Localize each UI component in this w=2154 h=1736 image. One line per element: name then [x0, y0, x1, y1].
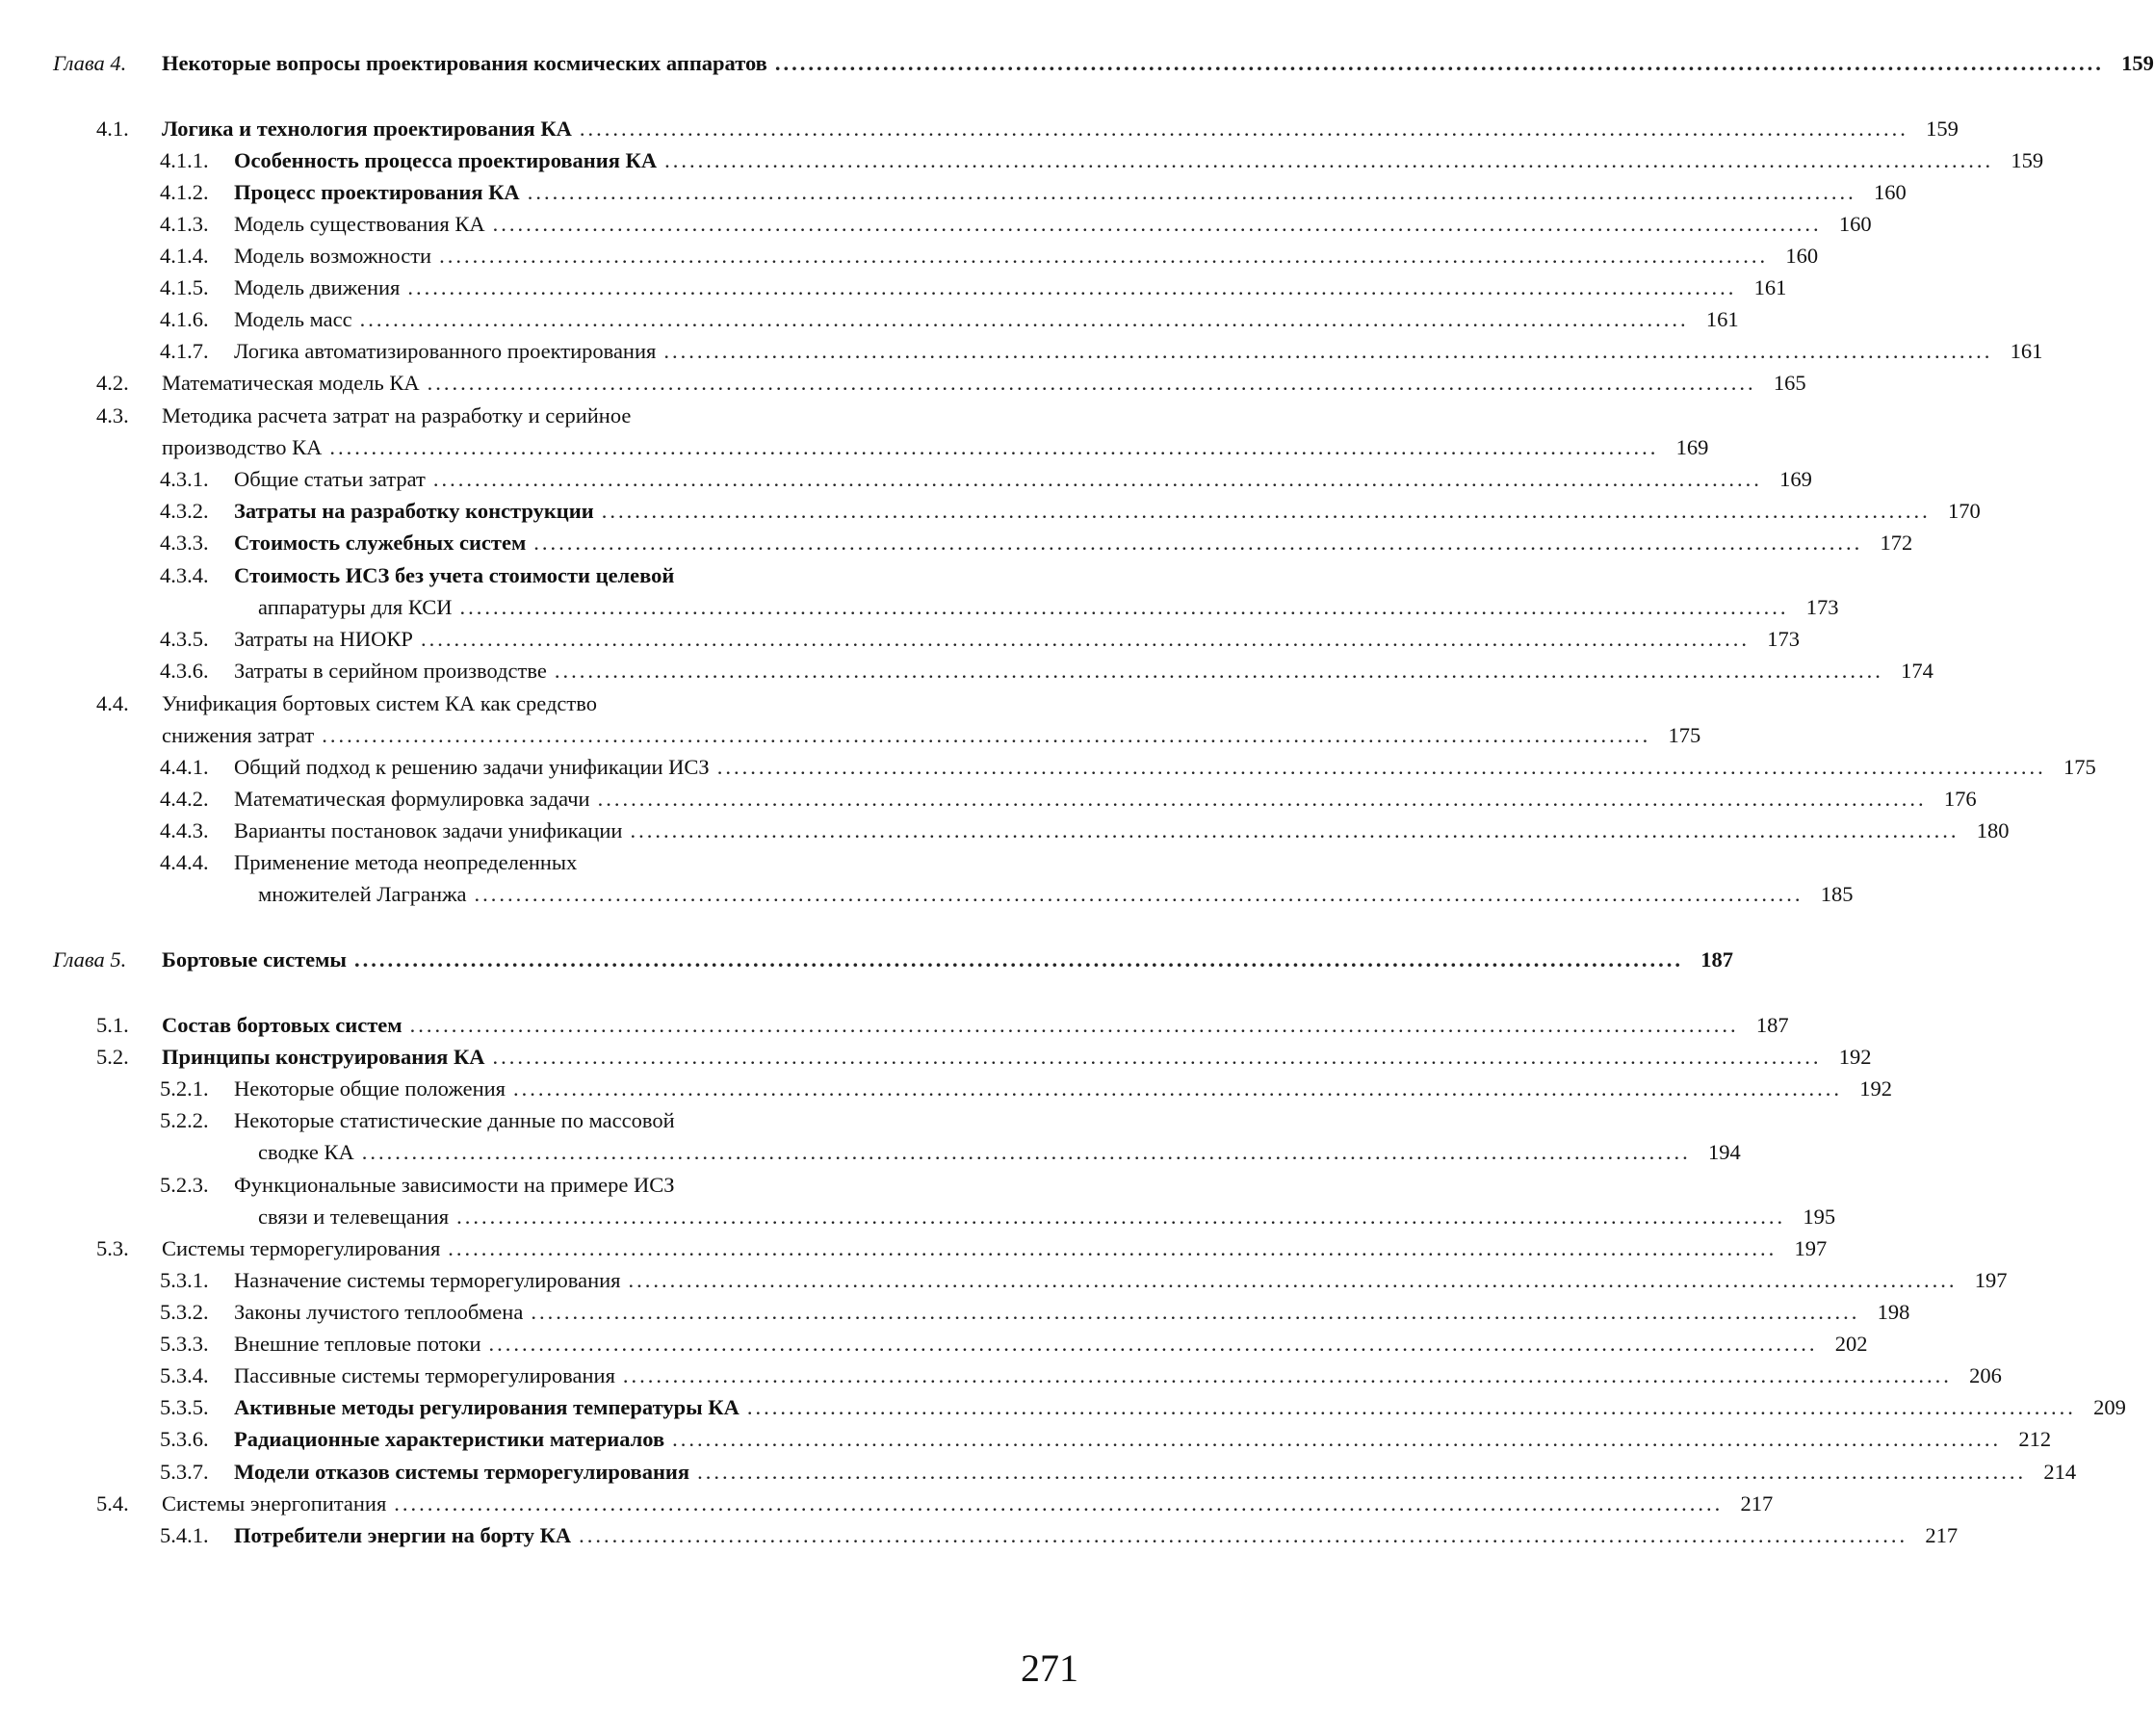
toc-leader-dots: ................................................................................................................................................................	[439, 244, 1769, 268]
toc-entry-page: 176	[1943, 787, 1977, 811]
toc-entry-title: Особенность процесса проектирования КА	[234, 148, 658, 172]
toc-entry-number: 4.1.7.	[160, 339, 209, 363]
toc-entry-page: 159	[1926, 117, 1959, 141]
toc-entry-page: 187	[1755, 1013, 1789, 1037]
toc-entry-row	[0, 656, 1933, 687]
toc-entry-title: Математическая модель КА	[162, 371, 420, 395]
toc-entry-title: Логика и технология проектирования КА	[162, 117, 572, 141]
toc-entry-page: 161	[1753, 275, 1787, 299]
toc-entry-title: Назначение системы терморегулирования	[234, 1268, 621, 1292]
toc-entry-page: 170	[1947, 499, 1981, 523]
toc-entry-row	[0, 209, 1872, 240]
toc-entry-row	[0, 688, 1155, 719]
toc-entry-number: 4.2.	[96, 371, 129, 395]
toc-entry-page: 172	[1880, 531, 1913, 555]
toc-leader-dots: ................................................................................................................................................................	[492, 1045, 1822, 1069]
toc-entry-page: 197	[1794, 1236, 1828, 1260]
toc-entry-number: 5.3.3.	[160, 1332, 209, 1356]
toc-entry-number: 4.1.1.	[160, 148, 209, 172]
toc-leader-dots: ................................................................................................................................................................	[432, 467, 1762, 491]
toc-entry-page: 175	[1668, 723, 1701, 747]
toc-entry-page: 160	[1785, 244, 1819, 268]
toc-entry-number: 4.1.5.	[160, 275, 209, 299]
toc-entry-row	[0, 560, 1155, 591]
toc-entry-number: 5.2.1.	[160, 1076, 209, 1101]
toc-entry-number: 4.1.4.	[160, 244, 209, 268]
toc-entry-page: 214	[2043, 1460, 2077, 1484]
toc-entry-number: 5.3.	[96, 1236, 129, 1260]
toc-entry-number: 5.3.4.	[160, 1363, 209, 1387]
toc-entry-row	[0, 1297, 1910, 1328]
toc-entry-page: 192	[1838, 1045, 1872, 1069]
toc-leader-dots: ................................................................................................................................................................	[746, 1395, 2076, 1419]
toc-leader-dots: ................................................................................................................................................................	[407, 275, 1737, 299]
toc-entry-row	[0, 1360, 2002, 1391]
toc-entry-page: 194	[1708, 1140, 1741, 1164]
toc-entry-row	[0, 1105, 1155, 1136]
toc-entry-title: связи и телевещания	[258, 1205, 450, 1229]
toc-entry-page: 187	[1700, 947, 1733, 972]
toc-entry-row	[0, 272, 1787, 303]
toc-entry-page: 159	[2121, 51, 2154, 75]
toc-leader-dots: ................................................................................................................................................................	[448, 1236, 1778, 1260]
toc-entry-page: 160	[1838, 212, 1872, 236]
toc-entry-number: 4.3.4.	[160, 563, 209, 587]
toc-entry-number: 4.4.4.	[160, 850, 209, 874]
toc-entry-page: 217	[1925, 1523, 1959, 1547]
toc-entry-page: 169	[1779, 467, 1812, 491]
toc-entry-row	[0, 1489, 1774, 1519]
toc-leader-dots: ................................................................................................................................................................	[513, 1076, 1842, 1101]
toc-entry-title: Стоимость служебных систем	[234, 531, 527, 555]
toc-entry-number: 4.3.2.	[160, 499, 209, 523]
toc-entry-title: производство КА	[162, 435, 323, 459]
toc-leader-dots: ................................................................................................................................................................	[579, 1523, 1908, 1547]
toc-entry-title: Активные методы регулирования температуры КА	[234, 1395, 740, 1419]
toc-chapter-row	[0, 48, 2154, 79]
toc-entry-number: 5.4.	[96, 1491, 129, 1516]
toc-entry-page: 159	[2011, 148, 2044, 172]
toc-leader-dots: ................................................................................................................................................................	[601, 499, 1931, 523]
toc-leader-dots: ................................................................................................................................................................	[697, 1460, 2027, 1484]
toc-entry-number: 4.1.3.	[160, 212, 209, 236]
toc-entry-row	[0, 401, 1155, 431]
toc-entry-title: Унификация бортовых систем КА как средство	[162, 691, 597, 715]
toc-entry-title: Законы лучистого теплообмена	[234, 1300, 524, 1324]
toc-leader-dots: ................................................................................................................................................................	[663, 339, 1993, 363]
toc-entry-row	[0, 1202, 1836, 1232]
toc-entry-title: аппаратуры для КСИ	[258, 595, 453, 619]
toc-entry-number: 5.3.2.	[160, 1300, 209, 1324]
toc-entry-title: Применение метода неопределенных	[234, 850, 578, 874]
toc-entry-number: 5.3.7.	[160, 1460, 209, 1484]
toc-entry-page: 175	[2063, 755, 2096, 779]
toc-leader-dots: ................................................................................................................................................................	[533, 531, 1863, 555]
toc-entry-page: 192	[1859, 1076, 1892, 1101]
toc-leader-dots: ................................................................................................................................................................	[527, 180, 1856, 204]
toc-entry-title: Внешние тепловые потоки	[234, 1332, 481, 1356]
toc-entry-row	[0, 177, 1907, 208]
toc-leader-dots: ................................................................................................................................................................	[359, 307, 1689, 331]
toc-entry-page: 174	[1901, 659, 1933, 683]
toc-entry-title: Модель движения	[234, 275, 401, 299]
toc-entry-page: 209	[2093, 1395, 2126, 1419]
toc-leader-dots: ................................................................................................................................................................	[622, 1363, 1952, 1387]
toc-entry-number: 4.4.2.	[160, 787, 209, 811]
toc-leader-dots: ................................................................................................................................................................	[672, 1427, 2002, 1451]
toc-entry-title: Пассивные системы терморегулирования	[234, 1363, 615, 1387]
toc-entry-row	[0, 624, 1800, 655]
toc-entry-row	[0, 1424, 2052, 1455]
toc-leader-dots: ................................................................................................................................................................	[459, 595, 1789, 619]
toc-entry-title: Некоторые вопросы проектирования космических аппаратов	[162, 51, 767, 75]
toc-leader-dots: ................................................................................................................................................................	[474, 882, 1804, 906]
toc-entry-page: 185	[1820, 882, 1854, 906]
toc-entry-page: 169	[1675, 435, 1709, 459]
toc-leader-dots: ................................................................................................................................................................	[716, 755, 2046, 779]
toc-entry-number: 4.1.6.	[160, 307, 209, 331]
toc-entry-row	[0, 1074, 1892, 1104]
toc-entry-number: 4.3.1.	[160, 467, 209, 491]
toc-leader-dots: ................................................................................................................................................................	[597, 787, 1927, 811]
toc-leader-dots: ................................................................................................................................................................	[394, 1491, 1724, 1516]
toc-leader-dots: ................................................................................................................................................................	[322, 723, 1651, 747]
toc-entry-title: Варианты постановок задачи унификации	[234, 818, 623, 842]
toc-leader-dots: ................................................................................................................................................................	[664, 148, 1994, 172]
toc-entry-row	[0, 1170, 1155, 1201]
toc-leader-dots: ................................................................................................................................................................	[427, 371, 1756, 395]
toc-entry-title: Логика автоматизированного проектирования	[234, 339, 657, 363]
toc-entry-number: 4.3.3.	[160, 531, 209, 555]
toc-entry-row	[0, 528, 1913, 558]
toc-entry-title: Методика расчета затрат на разработку и серийное	[162, 403, 632, 428]
toc-leader-dots: ................................................................................................................................................................	[492, 212, 1822, 236]
toc-entry-number: 4.3.	[96, 403, 129, 428]
toc-entry-page: 202	[1834, 1332, 1868, 1356]
toc-entry-page: 217	[1740, 1491, 1774, 1516]
toc-entry-row	[0, 752, 2096, 783]
toc-entry-row	[0, 1233, 1828, 1264]
toc-entry-title: Модель существования КА	[234, 212, 485, 236]
toc-entry-title: Затраты на разработку конструкции	[234, 499, 594, 523]
toc-entry-number: 4.4.3.	[160, 818, 209, 842]
toc-leader-dots: ................................................................................................................................................................	[488, 1332, 1818, 1356]
toc-entry-number: 5.2.3.	[160, 1173, 209, 1197]
toc-entry-page: 160	[1873, 180, 1907, 204]
toc-entry-row	[0, 145, 2044, 176]
toc-leader-dots: ................................................................................................................................................................	[554, 659, 1883, 683]
toc-entry-number: 5.4.1.	[160, 1523, 209, 1547]
toc-leader-dots: ................................................................................................................................................................	[628, 1268, 1958, 1292]
toc-leader-dots: ................................................................................................................................................................	[329, 435, 1659, 459]
toc-entry-title: Функциональные зависимости на примере ИСЗ	[234, 1173, 675, 1197]
toc-entry-title: Затраты в серийном производстве	[234, 659, 547, 683]
toc-entry-page: 197	[1974, 1268, 2008, 1292]
toc-entry-title: множителей Лагранжа	[258, 882, 467, 906]
toc-entry-row	[0, 1392, 2126, 1423]
toc-entry-row	[0, 464, 1812, 495]
toc-entry-title: Системы терморегулирования	[162, 1236, 441, 1260]
toc-entry-page: 161	[1705, 307, 1739, 331]
toc-leader-dots: ................................................................................................................................................................	[456, 1205, 1786, 1229]
toc-entry-row	[0, 368, 1806, 399]
toc-leader-dots: ................................................................................................................................................................	[579, 117, 1908, 141]
toc-entry-title: Затраты на НИОКР	[234, 627, 413, 651]
toc-entry-row	[0, 336, 2043, 367]
page-number: 271	[1021, 1646, 1078, 1690]
toc-entry-title: Процесс проектирования КА	[234, 180, 520, 204]
toc-entry-page: 173	[1805, 595, 1839, 619]
toc-entry-page: 212	[2018, 1427, 2052, 1451]
toc-entry-page: 198	[1877, 1300, 1910, 1324]
toc-entry-row	[0, 304, 1739, 335]
toc-entry-number: 5.1.	[96, 1013, 129, 1037]
toc-entry-row	[0, 1329, 1868, 1360]
toc-entry-title: Системы энергопитания	[162, 1491, 387, 1516]
toc-entry-row	[0, 1520, 1959, 1551]
toc-entry-row	[0, 432, 1709, 463]
toc-entry-title: Бортовые системы	[162, 947, 347, 972]
toc-entry-row	[0, 1265, 2008, 1296]
toc-entry-title: Модель масс	[234, 307, 352, 331]
toc-entry-number: 5.3.6.	[160, 1427, 209, 1451]
toc-entry-number: 4.3.6.	[160, 659, 209, 683]
toc-entry-page: 195	[1803, 1205, 1836, 1229]
toc-entry-row	[0, 784, 1977, 815]
toc-entry-number: Глава 5.	[53, 947, 127, 972]
toc-leader-dots: ................................................................................................................................................................	[409, 1013, 1739, 1037]
toc-entry-number: Глава 4.	[53, 51, 127, 75]
toc-entry-row	[0, 592, 1839, 623]
toc-leader-dots: ................................................................................................................................................................	[420, 627, 1750, 651]
toc-leader-dots: ................................................................................................................................................................	[774, 51, 2104, 75]
toc-entry-title: Математическая формулировка задачи	[234, 787, 590, 811]
toc-entry-number: 5.2.	[96, 1045, 129, 1069]
toc-entry-number: 4.1.2.	[160, 180, 209, 204]
toc-chapter-row	[0, 945, 1733, 975]
toc-entry-title: Потребители энергии на борту КА	[234, 1523, 572, 1547]
toc-leader-dots: ................................................................................................................................................................	[630, 818, 1959, 842]
toc-leader-dots: ................................................................................................................................................................	[354, 947, 1683, 972]
toc-entry-number: 4.1.	[96, 117, 129, 141]
toc-entry-title: Принципы конструирования КА	[162, 1045, 485, 1069]
toc-entry-number: 4.4.1.	[160, 755, 209, 779]
toc-entry-number: 5.2.2.	[160, 1108, 209, 1132]
toc-entry-title: Некоторые статистические данные по массовой	[234, 1108, 675, 1132]
toc-entry-number: 4.4.	[96, 691, 129, 715]
toc-entry-number: 4.3.5.	[160, 627, 209, 651]
toc-entry-page: 173	[1767, 627, 1800, 651]
toc-entry-row	[0, 114, 1959, 144]
toc-entry-row	[0, 879, 1854, 910]
toc-entry-title: Модели отказов системы терморегулирования	[234, 1460, 690, 1484]
toc-entry-title: Состав бортовых систем	[162, 1013, 402, 1037]
toc-entry-row	[0, 847, 1155, 878]
toc-entry-number: 5.3.1.	[160, 1268, 209, 1292]
toc-entry-row	[0, 1137, 1741, 1168]
toc-entry-page: 206	[1969, 1363, 2002, 1387]
toc-entry-row	[0, 1010, 1789, 1041]
toc-entry-row	[0, 816, 2010, 846]
toc-entry-row	[0, 720, 1701, 751]
toc-entry-title: сводке КА	[258, 1140, 354, 1164]
toc-entry-number: 5.3.5.	[160, 1395, 209, 1419]
toc-leader-dots: ................................................................................................................................................................	[361, 1140, 1691, 1164]
toc-entry-title: Общий подход к решению задачи унификации ИСЗ	[234, 755, 710, 779]
toc-entry-title: снижения затрат	[162, 723, 315, 747]
toc-entry-row	[0, 1042, 1872, 1073]
toc-entry-title: Стоимость ИСЗ без учета стоимости целевой	[234, 563, 675, 587]
toc-entry-page: 161	[2010, 339, 2043, 363]
toc-entry-row	[0, 241, 1819, 272]
toc-entry-title: Общие статьи затрат	[234, 467, 426, 491]
toc-leader-dots: ................................................................................................................................................................	[531, 1300, 1860, 1324]
toc-entry-title: Некоторые общие положения	[234, 1076, 506, 1101]
toc-entry-row	[0, 1457, 2077, 1488]
toc-entry-row	[0, 496, 1981, 527]
toc-entry-page: 165	[1773, 371, 1806, 395]
toc-entry-title: Радиационные характеристики материалов	[234, 1427, 665, 1451]
toc-entry-page: 180	[1976, 818, 2010, 842]
toc-entry-title: Модель возможности	[234, 244, 432, 268]
